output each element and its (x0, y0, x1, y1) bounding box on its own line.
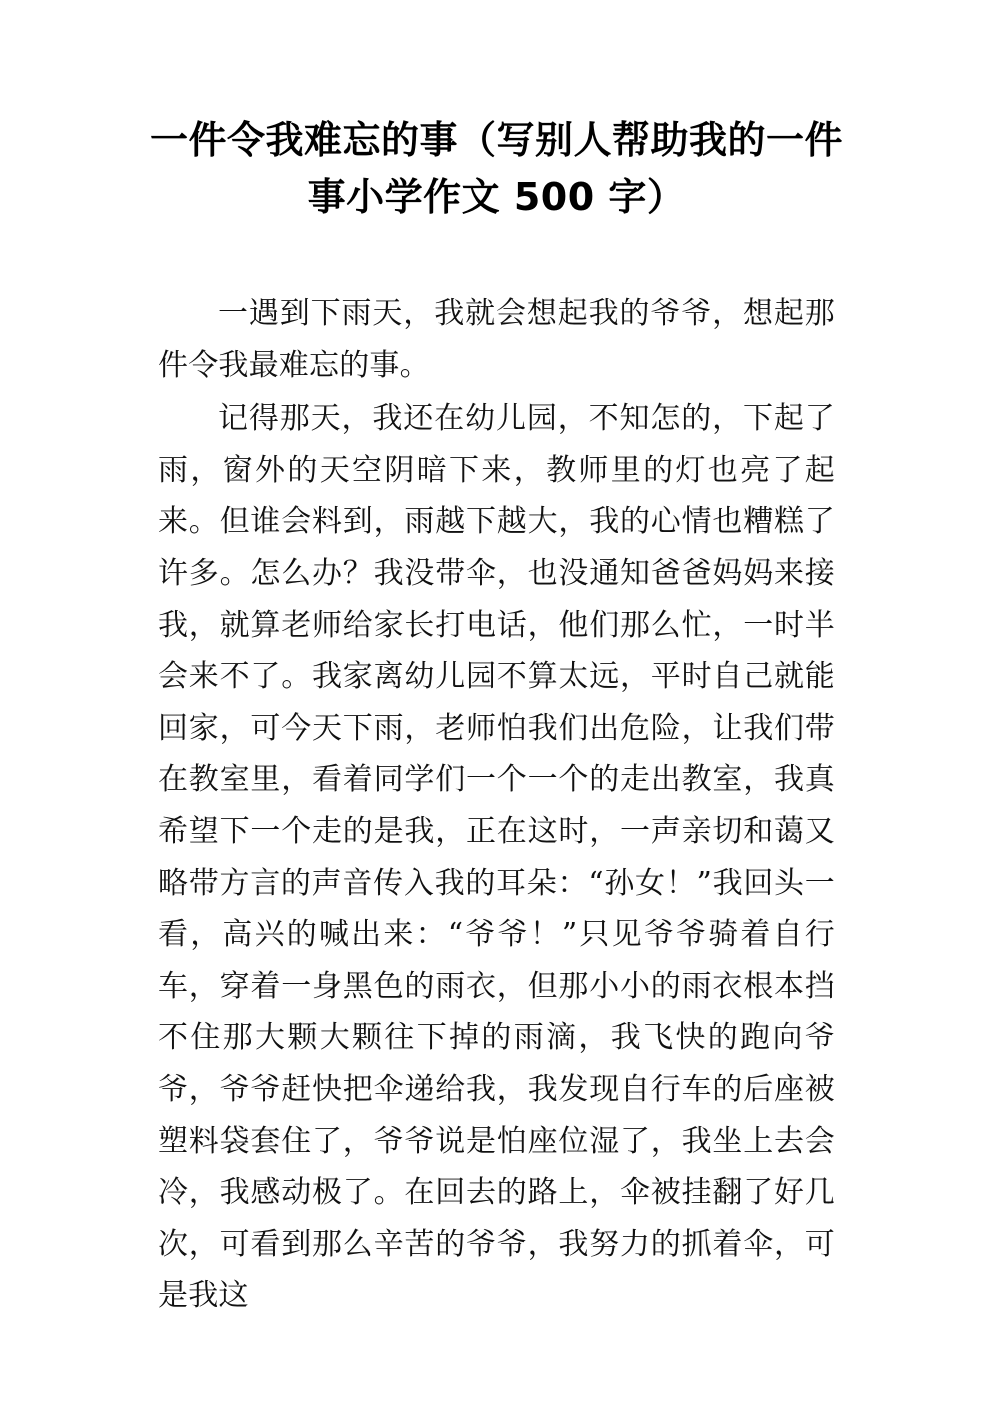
page-title: 一件令我难忘的事（写别人帮助我的一件事小学作文 500 字） (150, 118, 844, 219)
document-body (0, 288, 993, 1322)
paragraph: 记得那天，我还在幼儿园，不知怎的，下起了雨，窗外的天空阴暗下来，教师里的灯也亮了起来。但谁会料到，雨越下越大，我的心情也糟糕了许多。怎么办？我没带伞，也没通知爸爸妈妈来接我，就算老师给家长打电话，他们那么忙，一时半会来不了。我家离幼儿园不算太远，平时自己就能回家，可今天下雨，老师怕我们出危险，让我们带在教室里，看着同学们一个一个的走出教室，我真希望下一个走的是我，正在这时，一声亲切和蔼又略带方言的声音传入我的耳朵：“孙女！”我回头一看，高兴的喊出来：“爷爷！”只见爷爷骑着自行车，穿着一身黑色的雨衣，但那小小的雨衣根本挡不住那大颗大颗往下掉的雨滴，我飞快的跑向爷爷，爷爷赶快把伞递给我，我发现自行车的后座被塑料袋套住了，爷爷说是怕座位湿了，我坐上去会冷，我感动极了。在回去的路上，伞被挂翻了好几次，可看到那么辛苦的爷爷，我努力的抓着伞，可是我这 (158, 401, 835, 1314)
paragraph: 一遇到下雨天，我就会想起我的爷爷，想起那件令我最难忘的事。 (158, 296, 835, 383)
